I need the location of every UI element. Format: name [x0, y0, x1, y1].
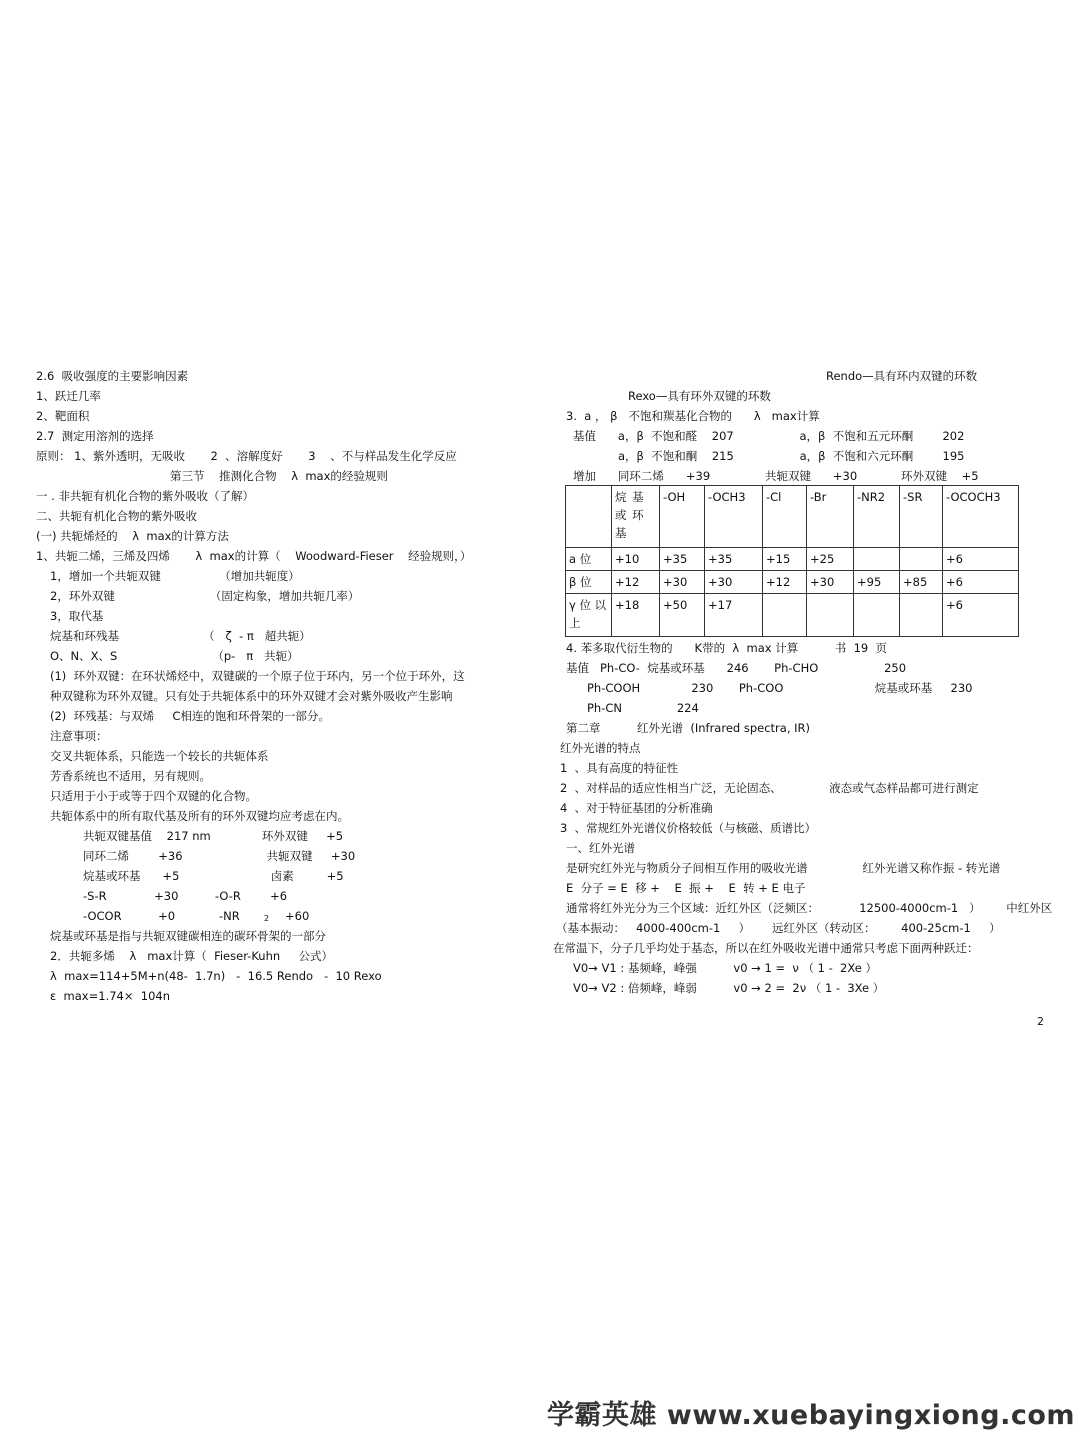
value-line: a，β 不饱和酮 215 a，β 不饱和六元环酮 195	[618, 449, 965, 463]
value-line: 同环二烯 +36 共轭双键 +30	[83, 849, 356, 863]
table-cell	[566, 486, 612, 548]
text-line: 1，增加一个共轭双键 （增加共轭度）	[50, 569, 300, 583]
text-line: 1、共轭二烯，三烯及四烯 λ max的计算（ Woodward-Fieser 经验规则，）	[36, 549, 472, 563]
text-line: 只适用于小于或等于四个双键的化合物。	[50, 789, 257, 803]
substituent-table	[565, 485, 1019, 637]
text-line: 注意事项：	[50, 729, 108, 743]
value-line: 基值 a，β 不饱和醛 207 a，β 不饱和五元环酮 202	[573, 429, 965, 443]
table-cell: a 位	[566, 548, 612, 571]
table-cell: -OCOCH3	[943, 486, 1019, 548]
text-line: Rendo—具有环内双键的环数	[826, 369, 978, 383]
table-cell	[900, 548, 943, 571]
section-heading: 红外光谱的特点	[560, 741, 641, 755]
formula-line: ε max=1.74× 104n	[50, 989, 171, 1003]
table-cell: +85	[900, 571, 943, 594]
text-line: 2．共轭多烯 λ max计算（ Fieser-Kuhn 公式）	[50, 949, 333, 963]
text-line: (2) 环残基：与双烯 C相连的饱和环骨架的一部分。	[50, 709, 330, 723]
value-line: Ph-COOH 230 Ph-COO 烷基或环基 230	[587, 681, 973, 695]
page-number: 2	[1037, 1015, 1044, 1028]
table-cell: +6	[943, 594, 1019, 637]
table-cell: γ 位 以上	[566, 594, 612, 637]
text-line: 原则： 1、紫外透明，无吸收 2 、溶解度好 3 、不与样品发生化学反应	[36, 449, 457, 463]
chapter-title: 第二章 红外光谱 (Infrared spectra, IR)	[566, 721, 811, 735]
table-header-row	[566, 486, 1019, 548]
table-cell: +12	[612, 571, 660, 594]
table-cell: -OH	[660, 486, 705, 548]
table-cell: +15	[763, 548, 807, 571]
text-line: 2、靶面积	[36, 409, 90, 423]
table-cell	[854, 594, 900, 637]
text-line: (一) 共轭烯烃的 λ max的计算方法	[36, 529, 229, 543]
text-line: 4. 苯多取代衍生物的 K带的 λ max 计算 书 19 页	[566, 641, 888, 655]
table-row	[566, 548, 1019, 571]
table-cell: +35	[660, 548, 705, 571]
text-line: 1、跃迁几率	[36, 389, 101, 403]
text-line: （基本振动： 4000-400cm-1 ） 远红外区（转动区： 400-25cm-1 ）	[556, 921, 1001, 935]
text-line: 交叉共轭体系，只能选一个较长的共轭体系	[50, 749, 269, 763]
value-line: 增加 同环二烯 +39 共轭双键 +30 环外双键 +5	[573, 469, 979, 483]
table-row	[566, 571, 1019, 594]
table-cell: +25	[807, 548, 854, 571]
table-cell: +17	[705, 594, 763, 637]
table-cell: +12	[763, 571, 807, 594]
text-line: 烷基或环基是指与共轭双键碳相连的碳环骨架的一部分	[50, 929, 326, 943]
formula-line: V0→ V2 : 倍频峰，峰弱 v0 → 2 = 2ν （ 1 - 3Xe ）	[573, 981, 885, 995]
formula-line: V0→ V1 : 基频峰，峰强 v0 → 1 = ν （ 1 - 2Xe ）	[573, 961, 877, 975]
table-cell: +30	[807, 571, 854, 594]
value-line: -S-R +30 -O-R +6	[83, 889, 288, 903]
table-cell: +6	[943, 548, 1019, 571]
text-line: 1 、具有高度的特征性	[560, 761, 679, 775]
table-cell: +10	[612, 548, 660, 571]
section-heading: 2.6 吸收强度的主要影响因素	[36, 369, 189, 383]
text-line: 种双键称为环外双键。只有处于共轭体系中的环外双键才会对紫外吸收产生影响	[50, 689, 453, 703]
formula-line: E 分子 = E 移 + E 振 + E 转 + E 电子	[566, 881, 806, 895]
formula-line: λ max=114+5M+n(48- 1.7n) - 16.5 Rendo - 10 Rexo	[50, 969, 382, 983]
watermark: 学霸英雄 www.xuebayingxiong.com	[547, 1400, 1076, 1431]
value-line: -OCOR +0 -NR	[83, 909, 240, 923]
table-cell: +30	[705, 571, 763, 594]
text-line: 2，环外双键 （固定构象，增加共轭几率）	[50, 589, 360, 603]
text-line: 二、共轭有机化合物的紫外吸收	[36, 509, 197, 523]
text-line: 一 . 非共轭有机化合物的紫外吸收（了解）	[36, 489, 254, 503]
table-cell: -OCH3	[705, 486, 763, 548]
table-cell: +50	[660, 594, 705, 637]
value-line: 共轭双键基值 217 nm 环外双键 +5	[83, 829, 344, 843]
text-line: 是研究红外光与物质分子间相互作用的吸收光谱 红外光谱又称作振 - 转光谱	[566, 861, 1001, 875]
table-cell: +18	[612, 594, 660, 637]
table-row	[566, 594, 1019, 637]
nr2-value: +60	[285, 909, 310, 923]
chapter-title: 第三节 推测化合物 λ max的经验规则	[170, 469, 388, 483]
table-cell: +35	[705, 548, 763, 571]
section-heading: 一、红外光谱	[566, 841, 635, 855]
text-line: O、N、X、S （p- π 共轭）	[50, 649, 299, 663]
value-line: 基值 Ph-CO- 烷基或环基 246 Ph-CHO 250	[566, 661, 907, 675]
text-line: Rexo—具有环外双键的环数	[628, 389, 771, 403]
text-line: 3. a ， β 不饱和羰基化合物的 λ max计算	[566, 409, 820, 423]
text-line: 2 、对样品的适应性相当广泛，无论固态、 液态或气态样品都可进行测定	[560, 781, 979, 795]
value-line: 烷基或环基 +5 卤素 +5	[83, 869, 344, 883]
text-line: 3，取代基	[50, 609, 104, 623]
table-cell: +95	[854, 571, 900, 594]
table-cell: -Br	[807, 486, 854, 548]
table-cell: -NR2	[854, 486, 900, 548]
text-line: (1) 环外双键：在环状烯烃中，双键碳的一个原子位于环内，另一个位于环外，这	[50, 669, 465, 683]
table-cell: -SR	[900, 486, 943, 548]
table-cell: +30	[660, 571, 705, 594]
table-cell: β 位	[566, 571, 612, 594]
table-cell: -Cl	[763, 486, 807, 548]
table-cell	[900, 594, 943, 637]
table-cell	[807, 594, 854, 637]
section-heading: 2.7 测定用溶剂的选择	[36, 429, 154, 443]
text-line: 烷基和环残基 （ ζ - π 超共轭）	[50, 629, 311, 643]
text-line: 芳香系统也不适用，另有规则。	[50, 769, 211, 783]
value-line: Ph-CN 224	[587, 701, 699, 715]
text-line: 在常温下，分子几乎均处于基态，所以在红外吸收光谱中通常只考虑下面两种跃迁：	[553, 941, 979, 955]
subscript-2: 2	[264, 914, 270, 923]
text-line: 通常将红外光分为三个区域：近红外区（泛频区： 12500-4000cm-1 ） 中红外区	[566, 901, 1053, 915]
table-cell: 烷 基 或 环 基	[612, 486, 660, 548]
text-line: 共轭体系中的所有取代基及所有的环外双键均应考虑在内。	[50, 809, 349, 823]
table-cell	[763, 594, 807, 637]
table-cell	[854, 548, 900, 571]
text-line: 4 、对于特征基团的分析准确	[560, 801, 713, 815]
text-line: 3 、常规红外光谱仪价格较低（与核磁、质谱比）	[560, 821, 817, 835]
table-cell: +6	[943, 571, 1019, 594]
